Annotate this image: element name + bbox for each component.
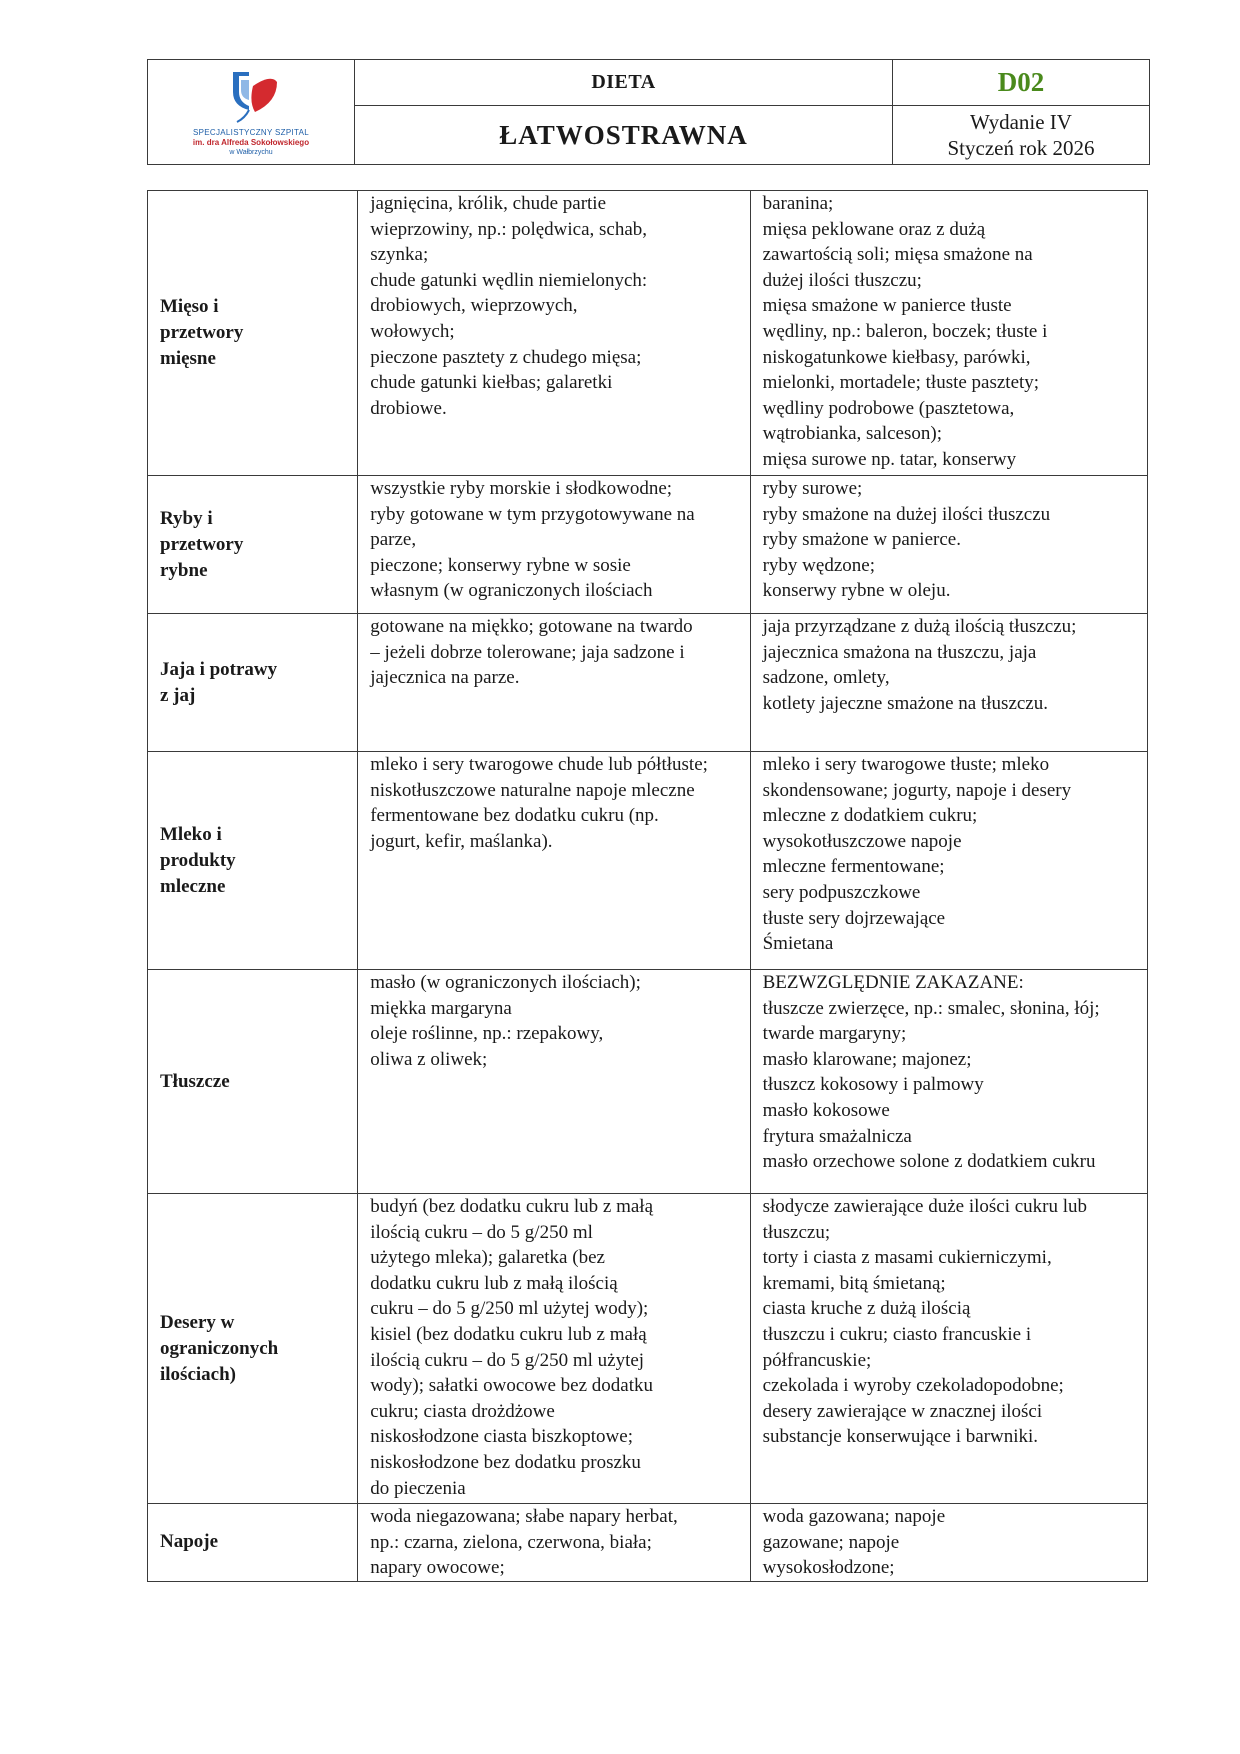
forbidden-product-line: zawartością soli; mięsa smażone na: [762, 244, 1033, 266]
allowed-product-line: parze,: [370, 529, 417, 551]
forbidden-product-line: słodycze zawierające duże ilości cukru lub: [762, 1196, 1088, 1217]
allowed-products-cell: [358, 191, 750, 476]
allowed-product-line: chude gatunki wędlin niemielonych:: [370, 269, 648, 291]
allowed-product-line: drobiowe.: [370, 397, 447, 419]
forbidden-product-line: ryby surowe;: [762, 478, 863, 499]
forbidden-products-cell: [750, 752, 1147, 970]
allowed-products-cell: [358, 1504, 750, 1582]
allowed-product-line: szynka;: [370, 244, 429, 266]
diet-name-cell: [355, 106, 893, 165]
allowed-product-line: napary owocowe;: [370, 1557, 505, 1579]
allowed-product-line: do pieczenia: [370, 1477, 466, 1499]
forbidden-products-list: [763, 191, 1139, 473]
document-code: D02: [997, 67, 1045, 97]
forbidden-product-line: gazowane; napoje: [762, 1531, 900, 1553]
allowed-products-cell: [358, 752, 750, 970]
logo-text-line2: im. dra Alfreda Sokołowskiego: [192, 137, 310, 147]
allowed-products-list: [370, 476, 741, 604]
category-line: przetwory: [160, 322, 244, 343]
category-cell: [148, 970, 358, 1194]
forbidden-product-line: sery podpuszczkowe: [762, 881, 921, 903]
allowed-product-line: wszystkie ryby morskie i słodkowodne;: [370, 478, 673, 499]
forbidden-product-line: twarde margaryny;: [762, 1023, 907, 1045]
allowed-products-list: [370, 1504, 741, 1581]
forbidden-product-line: półfrancuskie;: [762, 1349, 872, 1371]
forbidden-products-cell: [750, 970, 1147, 1194]
forbidden-product-line: masło klarowane; majonez;: [762, 1048, 972, 1070]
allowed-products-list: [370, 1194, 741, 1501]
category-cell: [148, 614, 358, 752]
allowed-product-line: cukru – do 5 g/250 ml użytej wody);: [370, 1298, 649, 1320]
allowed-product-line: pieczone; konserwy rybne w sosie: [370, 554, 631, 576]
forbidden-product-line: wędliny, np.: baleron, boczek; tłuste i: [762, 320, 1048, 342]
forbidden-product-line: BEZWZGLĘDNIE ZAKAZANE:: [762, 972, 1024, 993]
forbidden-product-line: ryby wędzone;: [762, 554, 875, 576]
forbidden-product-line: mięsa surowe np. tatar, konserwy: [762, 448, 1017, 470]
forbidden-product-line: mleko i sery twarogowe tłuste; mleko: [762, 754, 1050, 775]
allowed-product-line: jogurt, kefir, maślanka).: [370, 830, 553, 852]
category-line: Desery w: [160, 1311, 235, 1333]
category-cell: [148, 1194, 358, 1504]
category-label: [160, 1069, 230, 1095]
forbidden-product-line: substancje konserwujące i barwniki.: [762, 1426, 1039, 1448]
allowed-product-line: – jeżeli dobrze tolerowane; jaja sadzone i: [370, 641, 685, 663]
table-row: [148, 614, 1148, 752]
logo-text-line1: SPECJALISTYCZNY SZPITAL: [193, 127, 309, 137]
forbidden-product-line: ciasta kruche z dużą ilością: [762, 1298, 971, 1320]
allowed-products-cell: [358, 1194, 750, 1504]
table-row: [148, 970, 1148, 1194]
diet-table: [147, 190, 1148, 1582]
category-label: [160, 822, 236, 900]
forbidden-product-line: mleczne z dodatkiem cukru;: [762, 805, 978, 827]
allowed-product-line: mleko i sery twarogowe chude lub półtłuste;: [370, 754, 708, 775]
forbidden-product-line: ryby smażone na dużej ilości tłuszczu: [762, 503, 1051, 525]
category-label: [160, 294, 243, 372]
forbidden-product-line: skondensowane; jogurty, napoje i desery: [762, 779, 1072, 801]
forbidden-product-line: tłuszcz kokosowy i palmowy: [762, 1074, 984, 1096]
allowed-product-line: własnym (w ograniczonych ilościach: [370, 580, 653, 602]
allowed-product-line: ilością cukru – do 5 g/250 ml użytej: [370, 1349, 645, 1371]
allowed-product-line: drobiowych, wieprzowych,: [370, 295, 578, 317]
allowed-product-line: cukru; ciasta drożdżowe: [370, 1400, 555, 1422]
forbidden-product-line: woda gazowana; napoje: [762, 1506, 946, 1527]
category-line: Tłuszcze: [160, 1070, 230, 1092]
allowed-product-line: ilością cukru – do 5 g/250 ml: [370, 1221, 593, 1243]
table-row: [148, 1504, 1148, 1582]
hospital-emblem-icon: [219, 68, 283, 126]
category-line: Mleko i: [160, 823, 222, 845]
forbidden-product-line: tłuszczu;: [762, 1221, 831, 1243]
forbidden-product-line: wysokotłuszczowe napoje: [762, 830, 962, 852]
allowed-product-line: wołowych;: [370, 320, 455, 342]
edition-number: Wydanie IV: [970, 110, 1072, 134]
allowed-product-line: gotowane na miękko; gotowane na twardo: [370, 616, 693, 637]
diet-label-cell: [355, 60, 893, 106]
forbidden-product-line: mięsa smażone w panierce tłuste: [762, 295, 1012, 317]
category-line: mięsne: [160, 348, 216, 369]
forbidden-product-line: wątrobianka, salceson);: [762, 423, 942, 445]
category-label: [160, 506, 243, 584]
category-cell: [148, 1504, 358, 1582]
allowed-product-line: np.: czarna, zielona, czerwona, biała;: [370, 1531, 652, 1553]
forbidden-product-line: jaja przyrządzane z dużą ilością tłuszczu;: [762, 616, 1077, 637]
forbidden-product-line: czekolada i wyroby czekoladopodobne;: [762, 1375, 1064, 1397]
allowed-product-line: jagnięcina, królik, chude partie: [370, 193, 607, 214]
forbidden-product-line: mięsa peklowane oraz z dużą: [762, 218, 986, 240]
forbidden-product-line: tłuszcze zwierzęce, np.: smalec, słonina, łój;: [762, 997, 1100, 1019]
allowed-product-line: pieczone pasztety z chudego mięsa;: [370, 346, 642, 368]
category-line: produkty: [160, 849, 236, 871]
hospital-logo: [148, 68, 354, 157]
category-line: rybne: [160, 559, 208, 581]
allowed-product-line: niskosłodzone ciasta biszkoptowe;: [370, 1426, 633, 1448]
allowed-product-line: fermentowane bez dodatku cukru (np.: [370, 805, 659, 827]
allowed-products-list: [370, 970, 741, 1072]
category-line: Ryby i: [160, 507, 213, 529]
forbidden-product-line: baranina;: [762, 193, 834, 214]
category-line: Napoje: [160, 1531, 219, 1553]
forbidden-products-list: [763, 970, 1139, 1175]
forbidden-products-list: [763, 614, 1139, 716]
allowed-product-line: jajecznica na parze.: [370, 667, 520, 689]
allowed-product-line: woda niegazowana; słabe napary herbat,: [370, 1506, 678, 1527]
forbidden-products-list: [763, 752, 1139, 957]
category-line: Jaja i potrawy: [160, 658, 278, 680]
allowed-product-line: niskosłodzone bez dodatku proszku: [370, 1451, 641, 1473]
category-cell: [148, 752, 358, 970]
allowed-product-line: wieprzowiny, np.: polędwica, schab,: [370, 218, 648, 240]
category-label: [160, 1310, 278, 1388]
allowed-product-line: budyń (bez dodatku cukru lub z małą: [370, 1196, 654, 1217]
category-label: [160, 657, 277, 709]
allowed-product-line: ryby gotowane w tym przygotowywane na: [370, 503, 695, 525]
allowed-product-line: chude gatunki kiełbas; galaretki: [370, 372, 613, 394]
forbidden-product-line: niskogatunkowe kiełbasy, parówki,: [762, 346, 1031, 368]
edition-date: Styczeń rok 2026: [947, 136, 1095, 160]
allowed-products-list: [370, 752, 741, 854]
allowed-product-line: wody); sałatki owocowe bez dodatku: [370, 1375, 654, 1397]
diet-label: DIETA: [591, 71, 656, 93]
forbidden-product-line: tłuste sery dojrzewające: [762, 907, 946, 929]
forbidden-product-line: frytura smażalnicza: [762, 1125, 912, 1147]
allowed-products-cell: [358, 476, 750, 614]
forbidden-product-line: konserwy rybne w oleju.: [762, 580, 951, 602]
category-line: ograniczonych: [160, 1337, 279, 1359]
forbidden-product-line: tłuszczu i cukru; ciasto francuskie i: [762, 1323, 1032, 1345]
category-line: przetwory: [160, 533, 244, 555]
category-line: ilościach): [160, 1363, 236, 1385]
forbidden-products-cell: [750, 1194, 1147, 1504]
diet-name: ŁATWOSTRAWNA: [499, 119, 748, 150]
forbidden-product-line: torty i ciasta z masami cukierniczymi,: [762, 1247, 1052, 1269]
logo-text-line3: w Wałbrzychu: [229, 148, 273, 156]
document-header: [147, 59, 1150, 165]
table-row: [148, 752, 1148, 970]
edition-cell: [893, 106, 1150, 165]
table-row: [148, 1194, 1148, 1504]
forbidden-product-line: dużej ilości tłuszczu;: [762, 269, 922, 291]
forbidden-products-list: [763, 1194, 1139, 1450]
table-row: [148, 476, 1148, 614]
forbidden-products-cell: [750, 614, 1147, 752]
code-cell: [893, 60, 1150, 106]
forbidden-product-line: mleczne fermentowane;: [762, 856, 945, 878]
forbidden-product-line: kotlety jajeczne smażone na tłuszczu.: [762, 692, 1048, 714]
forbidden-product-line: masło orzechowe solone z dodatkiem cukru: [762, 1151, 1096, 1173]
forbidden-products-list: [763, 1504, 1139, 1581]
forbidden-product-line: wędliny podrobowe (pasztetowa,: [762, 397, 1015, 419]
allowed-product-line: dodatku cukru lub z małą ilością: [370, 1272, 618, 1294]
forbidden-products-cell: [750, 476, 1147, 614]
forbidden-product-line: ryby smażone w panierce.: [762, 529, 961, 551]
category-cell: [148, 476, 358, 614]
forbidden-product-line: desery zawierające w znacznej ilości: [762, 1400, 1043, 1422]
forbidden-product-line: Śmietana: [762, 933, 834, 955]
forbidden-products-cell: [750, 191, 1147, 476]
category-cell: [148, 191, 358, 476]
table-row: [148, 191, 1148, 476]
forbidden-product-line: masło kokosowe: [762, 1099, 890, 1121]
allowed-product-line: kisiel (bez dodatku cukru lub z małą: [370, 1323, 647, 1345]
allowed-products-list: [370, 191, 741, 421]
logo-cell: [148, 60, 355, 165]
category-line: z jaj: [160, 684, 196, 706]
allowed-products-list: [370, 614, 741, 691]
category-label: [160, 1529, 218, 1555]
forbidden-product-line: sadzone, omlety,: [762, 667, 890, 689]
allowed-products-cell: [358, 614, 750, 752]
forbidden-products-cell: [750, 1504, 1147, 1582]
allowed-products-cell: [358, 970, 750, 1194]
category-line: mleczne: [160, 875, 226, 897]
forbidden-product-line: mielonki, mortadele; tłuste pasztety;: [762, 372, 1040, 394]
allowed-product-line: miękka margaryna: [370, 997, 512, 1019]
forbidden-products-list: [763, 476, 1139, 604]
allowed-product-line: niskotłuszczowe naturalne napoje mleczne: [370, 779, 695, 801]
allowed-product-line: oliwa z oliwek;: [370, 1048, 488, 1070]
allowed-product-line: użytego mleka); galaretka (bez: [370, 1247, 605, 1269]
allowed-product-line: oleje roślinne, np.: rzepakowy,: [370, 1023, 604, 1045]
forbidden-product-line: wysokosłodzone;: [762, 1557, 895, 1579]
allowed-product-line: masło (w ograniczonych ilościach);: [370, 972, 641, 993]
forbidden-product-line: jajecznica smażona na tłuszczu, jaja: [762, 641, 1037, 663]
forbidden-product-line: kremami, bitą śmietaną;: [762, 1272, 946, 1294]
category-line: Mięso i: [160, 296, 219, 317]
